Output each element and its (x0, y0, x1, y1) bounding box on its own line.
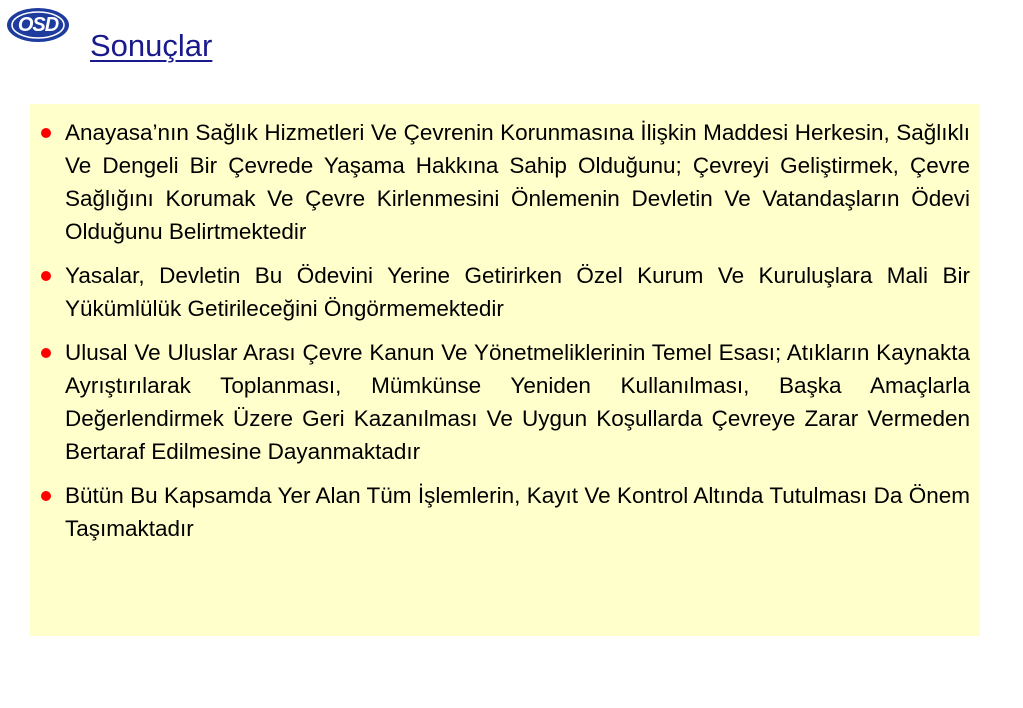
bullet-item (38, 479, 970, 545)
bullet-item (38, 336, 970, 468)
bullet-text: Bütün Bu Kapsamda Yer Alan Tüm İşlemlerin, Kayıt Ve Kontrol Altında Tutulması Da Önem Taşımaktadır (65, 483, 970, 541)
bullet-list (38, 116, 970, 545)
bullet-text: Ulusal Ve Uluslar Arası Çevre Kanun Ve Yönetmeliklerinin Temel Esası; Atıkların Kaynakta Ayrıştırılarak Toplanması, Mümkünse Yeniden Kullanılması, Başka Amaçlarla Değerlendirmek Üzere Geri Kazanılması Ve Uygun Koşullarda Çevreye Zarar Vermeden Bertaraf Edilmesine Dayanmaktadır (65, 340, 970, 464)
bullet-dot-icon (41, 128, 51, 138)
bullet-item (38, 116, 970, 248)
bullet-item (38, 259, 970, 325)
bullet-dot-icon (41, 271, 51, 281)
bullet-dot-icon (41, 491, 51, 501)
page-title: Sonuçlar (90, 28, 213, 63)
logo-text: OSD (17, 13, 59, 36)
osd-logo (6, 7, 70, 43)
bullet-text: Yasalar, Devletin Bu Ödevini Yerine Getirirken Özel Kurum Ve Kuruluşlara Mali Bir Yükümlülük Getirileceğini Öngörmemektedir (65, 263, 970, 321)
bullet-dot-icon (41, 348, 51, 358)
bullet-text: Anayasa’nın Sağlık Hizmetleri Ve Çevrenin Korunmasına İlişkin Maddesi Herkesin, Sağlıklı Ve Dengeli Bir Çevrede Yaşama Hakkına Sahip Olduğunu; Çevreyi Geliştirmek, Çevre Sağlığını Korumak Ve Çevre Kirlenmesini Önlemenin Devletin Ve Vatandaşların Ödevi Olduğunu Belirtmektedir (65, 120, 970, 244)
content-box (30, 104, 980, 636)
